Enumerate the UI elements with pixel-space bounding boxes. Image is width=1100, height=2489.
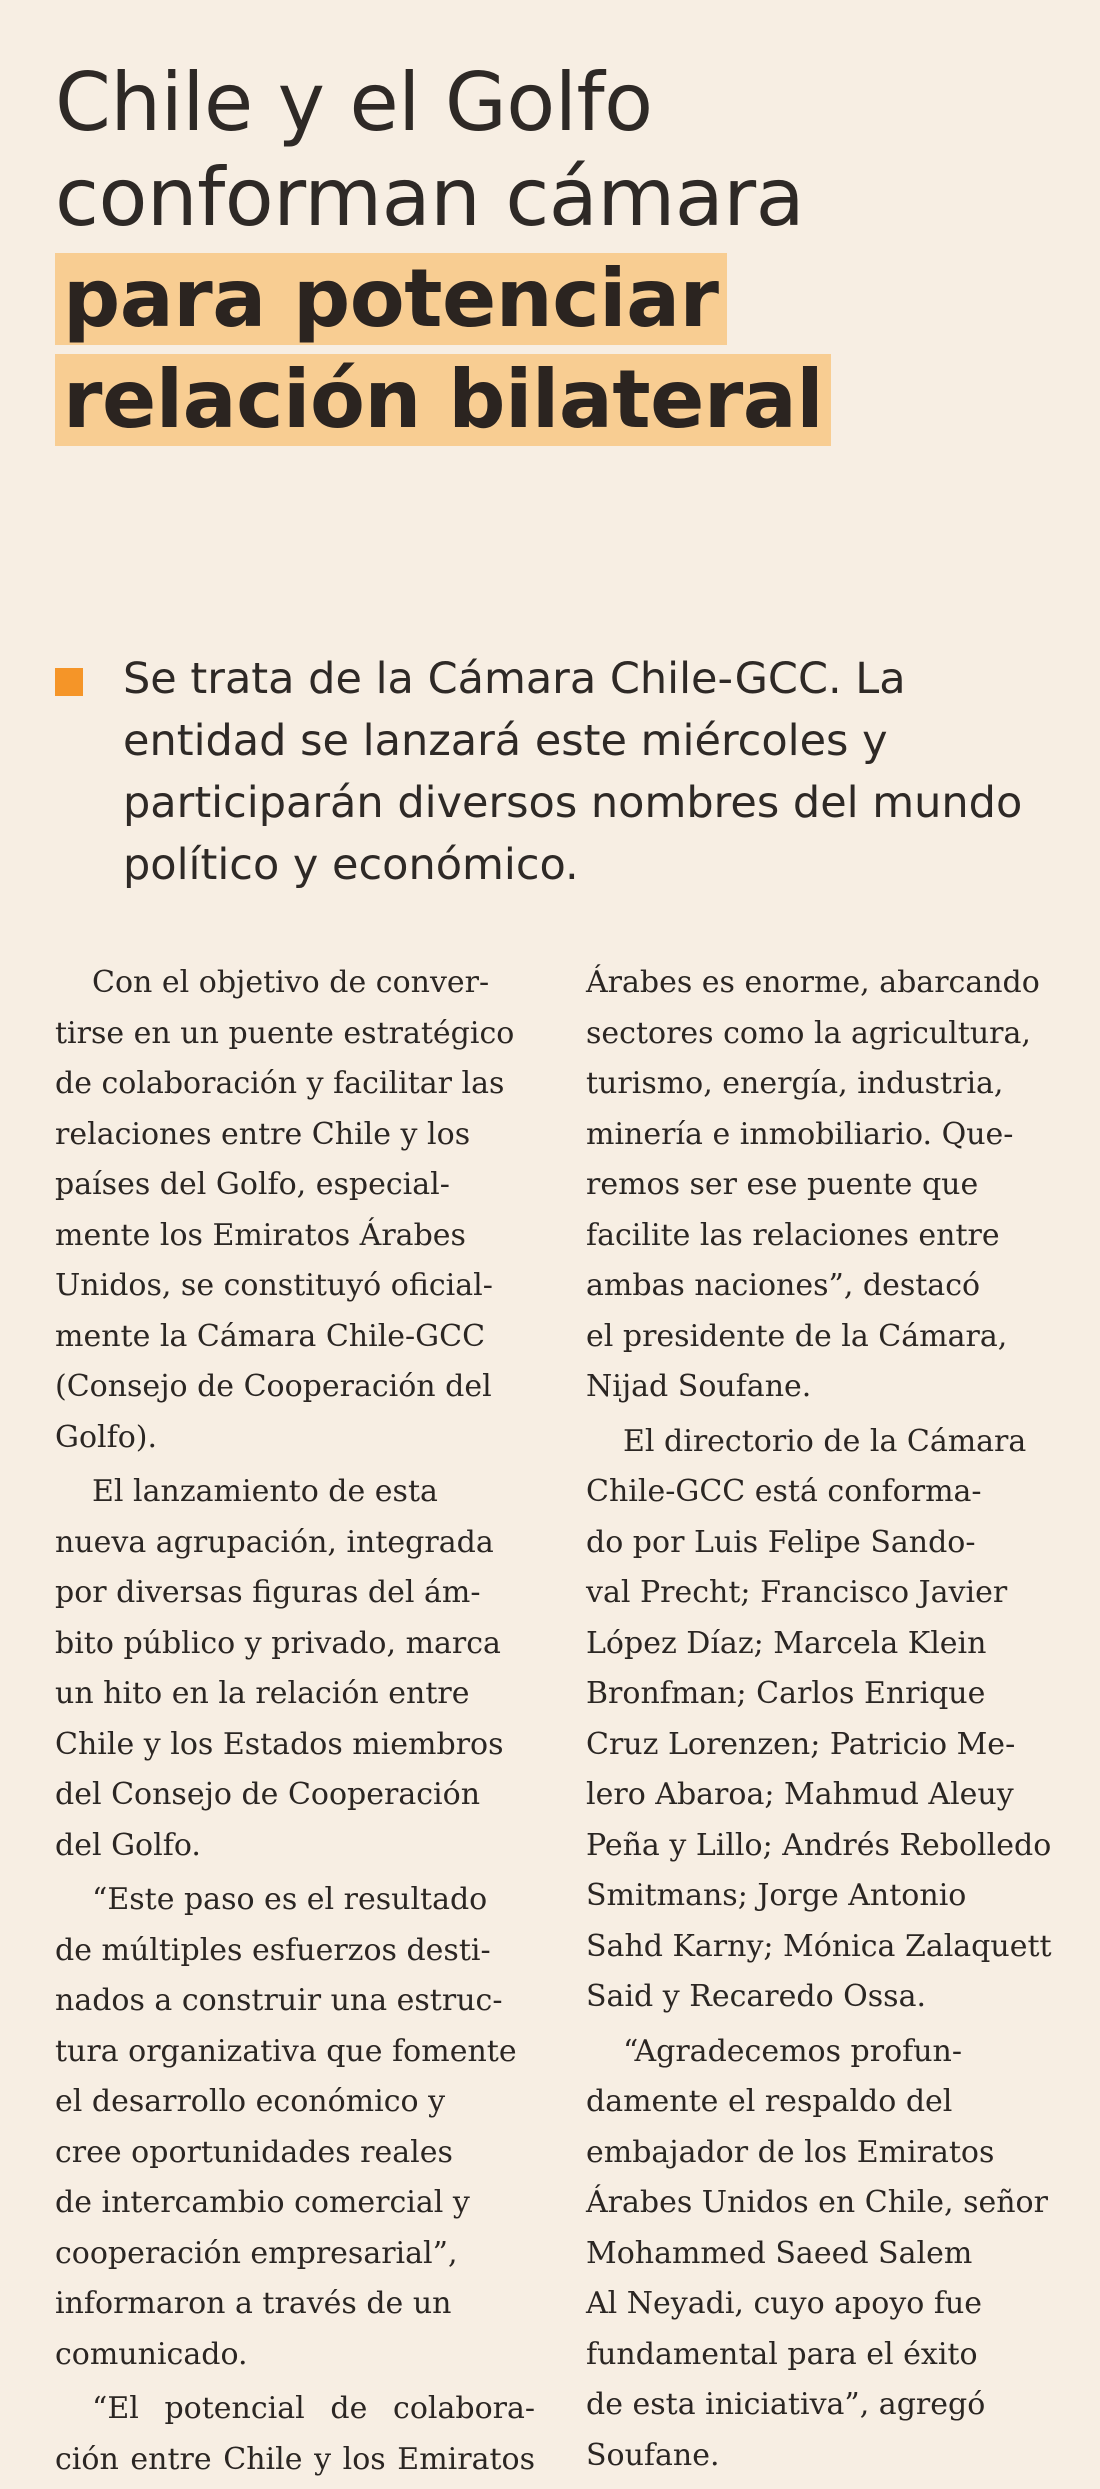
paragraph: “Este paso es el resultado de múltiples esfuerzos desti- nados a construir una estruc- tura organizativa que fomente el desarrollo económico y cree oportunidades reales de intercambio comercial y cooperación empresarial”, informaron a través de un comunicado.	[55, 1882, 517, 2372]
headline-highlight-2: relación bilateral	[55, 354, 831, 446]
headline-highlight-1: para potenciar	[55, 253, 727, 345]
paragraph: Con el objetivo de conver- tirse en un puente estratégico de colaboración y facilitar las relaciones entre Chile y los países del Golfo, especial- mente los Emiratos Árabes Unidos, se constituyó oficial- mente la Cámara Chile-GCC (Consejo de Cooperación del Golfo).	[55, 965, 515, 1455]
lead-block	[55, 648, 1055, 896]
paragraph: “El potencial de colabora- ción entre Chile y los Emiratos	[55, 2391, 535, 2477]
headline	[55, 55, 1055, 447]
headline-line-1: Chile y el Golfo	[55, 56, 653, 149]
paragraph: Árabes es enorme, abarcando sectores como la agricultura, turismo, energía, industria, minería e inmobiliario. Que- remos ser ese puente que facilite las relaciones entre ambas naciones”, destacó el presidente de la Cámara, Nijad Soufane.	[586, 965, 1040, 1404]
paragraph: El lanzamiento de esta nueva agrupación, integrada por diversas figuras del ám- bito público y privado, marca un hito en la relación entre Chile y los Estados miembros del Consejo de Cooperación del Golfo.	[55, 1474, 504, 1863]
headline-line-2: conforman cámara	[55, 151, 805, 244]
paragraph: “Agradecemos profun- damente el respaldo del embajador de los Emiratos Árabes Unidos en Chile, señor Mohammed Saeed Salem Al Neyadi, cuyo apoyo fue fundamental para el éxito de esta iniciativa”, agregó Soufane.	[586, 2033, 1048, 2473]
article-column-right	[586, 958, 1066, 2485]
paragraph: El directorio de la Cámara Chile-GCC está conforma- do por Luis Felipe Sando- val Precht; Francisco Javier López Díaz; Marcela Klein Bronfman; Carlos Enrique Cruz Lorenzen; Patricio Me- lero Abaroa; Mahmud Aleuy Peña y Lillo; Andrés Rebolledo Smitmans; Jorge Antonio Sahd Karny; Mónica Zalaquett Said y Recaredo Ossa.	[586, 1423, 1052, 2014]
bullet-square-icon	[55, 668, 83, 696]
lead-text: Se trata de la Cámara Chile-GCC. La entidad se lanzará este miércoles y participarán diversos nombres del mundo político y económico.	[123, 654, 1023, 890]
article-column-left	[55, 958, 535, 2489]
